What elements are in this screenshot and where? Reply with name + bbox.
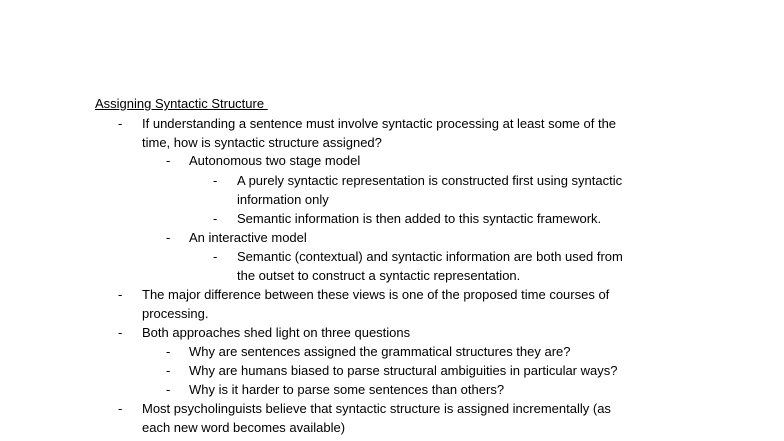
bullet-dash: - — [118, 325, 123, 340]
bullet-dash: - — [166, 363, 171, 378]
bullet-dash: - — [166, 382, 171, 397]
bullet-text: An interactive model — [189, 230, 307, 245]
bullet-text: Why are humans biased to parse structural ambiguities in particular ways? — [189, 363, 618, 378]
bullet-dash: - — [118, 401, 123, 416]
bullet-text: Autonomous two stage model — [189, 153, 361, 168]
bullet-text: If understanding a sentence must involve syntactic processing at least some of the time, how is syntactic structure assigned? — [142, 116, 617, 150]
bullet-text: Most psycholinguists believe that syntactic structure is assigned incrementally (as each new word becomes available) — [142, 401, 611, 435]
bullet-dash: - — [118, 116, 123, 131]
bullet-dash: - — [166, 230, 171, 245]
bullet-dash: - — [213, 249, 218, 264]
bullet-dash: - — [213, 211, 218, 226]
bullet-text: A purely syntactic representation is constructed first using syntactic information only — [237, 173, 623, 207]
bullet-text: Semantic information is then added to this syntactic framework. — [237, 211, 602, 226]
bullet-dash: - — [166, 153, 171, 168]
bullet-text: Both approaches shed light on three questions — [142, 325, 411, 340]
bullet-dash: - — [118, 287, 123, 302]
bullet-dash: - — [166, 344, 171, 359]
bullet-text: Why is it harder to parse some sentences than others? — [189, 382, 505, 397]
bullet-text: The major difference between these views is one of the proposed time courses of processing. — [142, 287, 610, 321]
bullet-text: Semantic (contextual) and syntactic information are both used from the outset to construct a syntactic representation. — [237, 249, 623, 283]
section-heading: Assigning Syntactic Structure — [95, 96, 268, 111]
bullet-dash: - — [213, 173, 218, 188]
bullet-text: Why are sentences assigned the grammatical structures they are? — [189, 344, 571, 359]
